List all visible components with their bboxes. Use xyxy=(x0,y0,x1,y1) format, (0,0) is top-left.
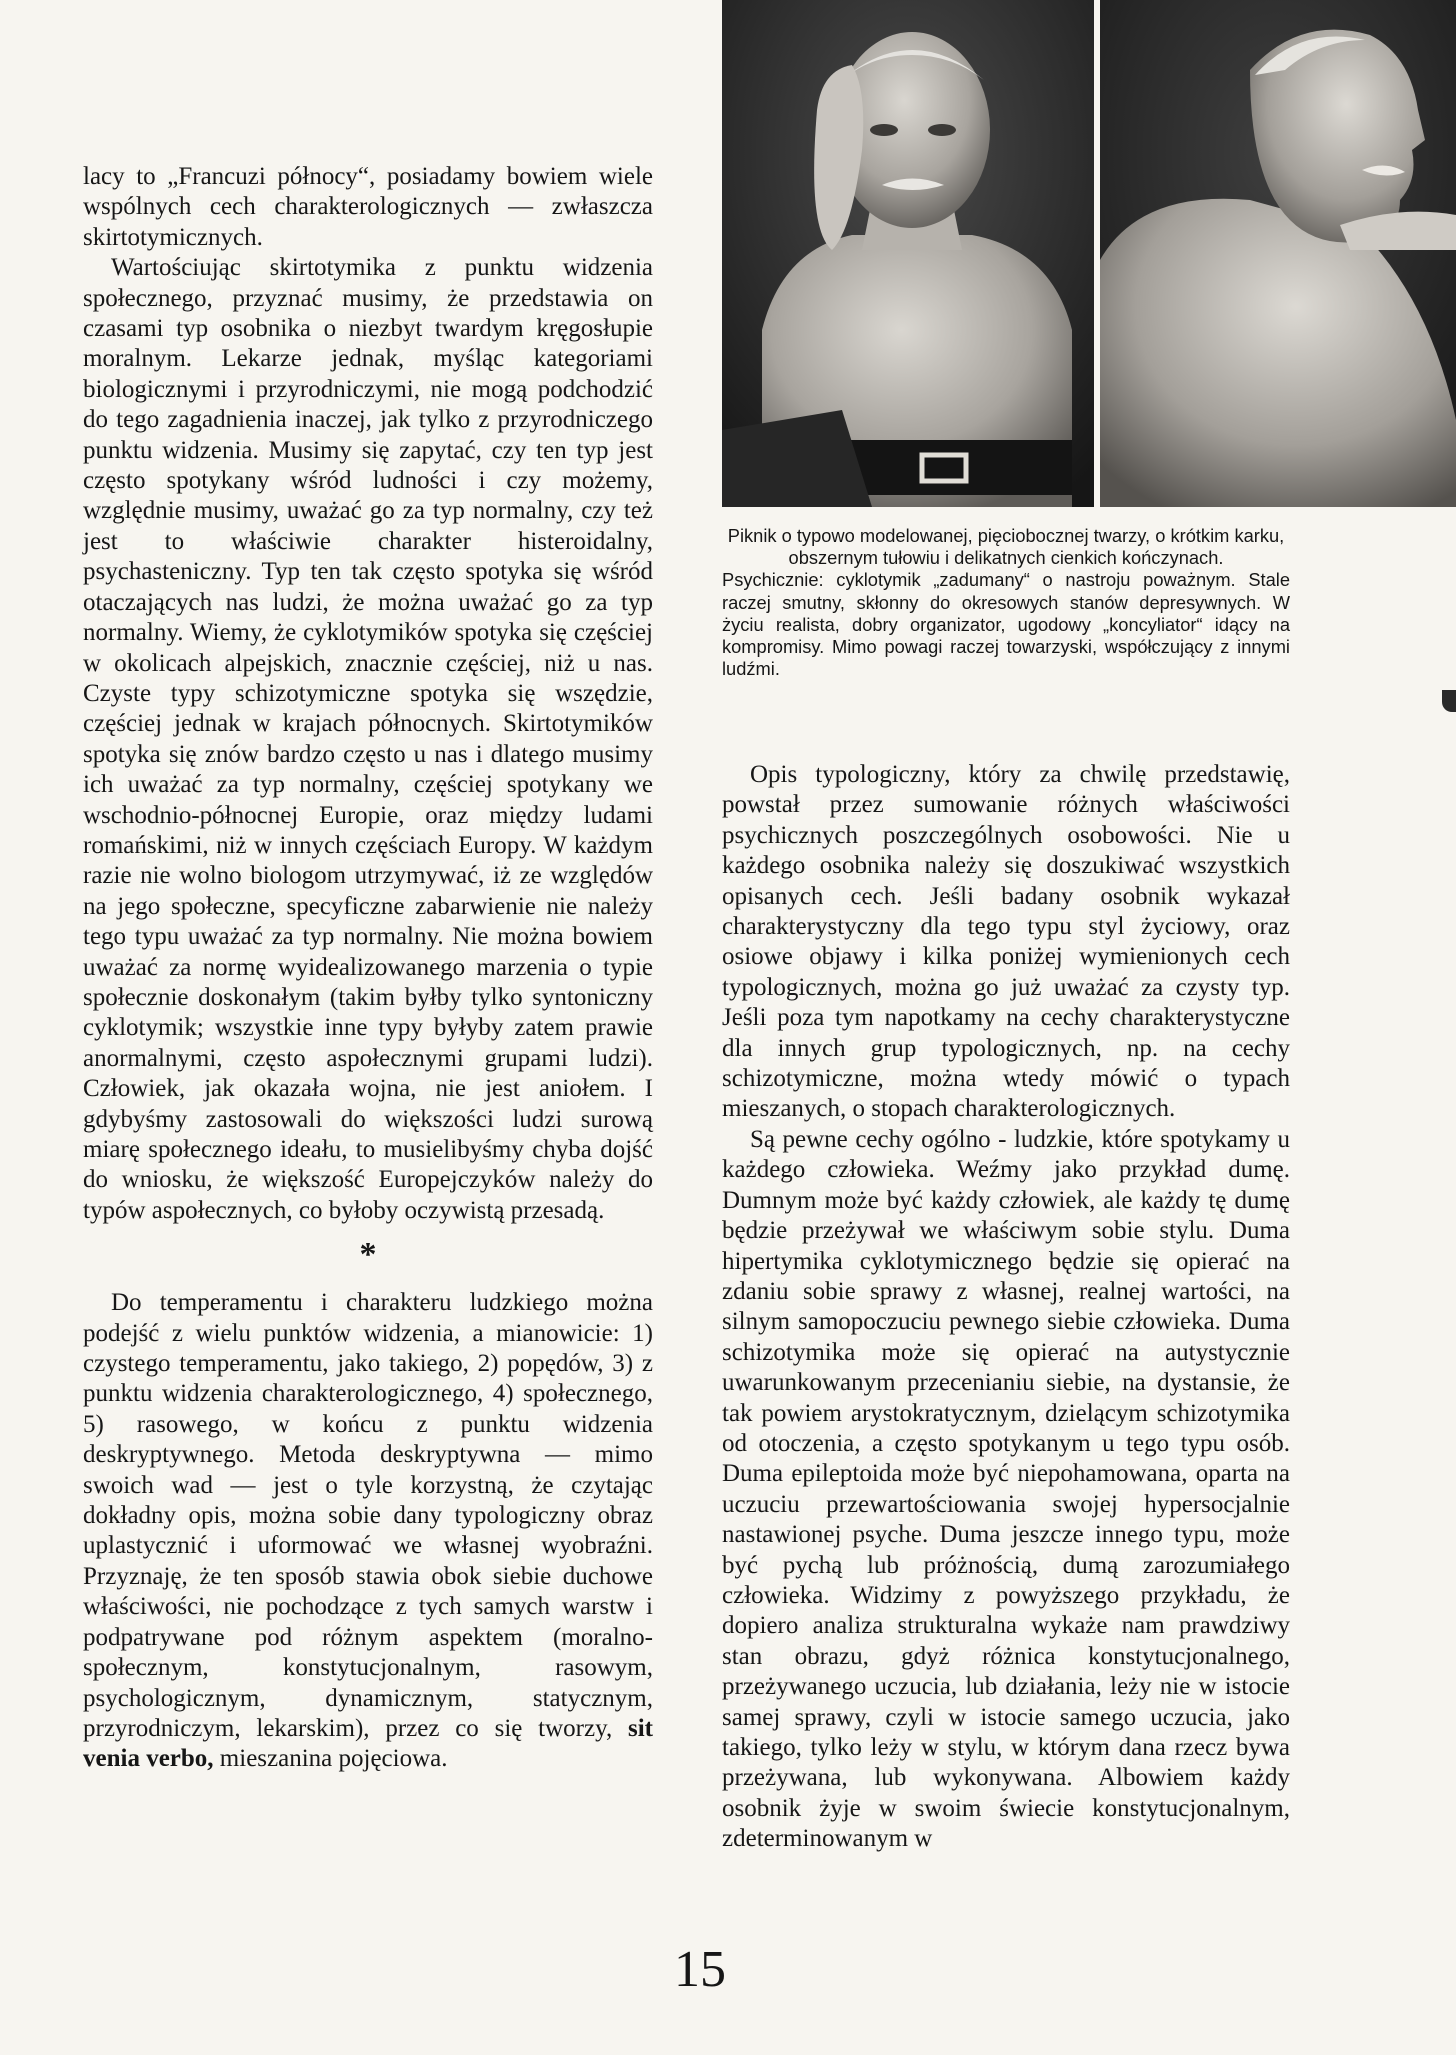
left-paragraph-3 xyxy=(83,1288,653,1775)
left-paragraph-3-end: mieszanina pojęciowa. xyxy=(213,1745,448,1773)
portrait-frontal-photo xyxy=(722,0,1094,507)
portrait-profile-photo xyxy=(1100,0,1456,507)
right-paragraph-2: Są pewne cechy ogólno - ludzkie, które spotykamy u każdego człowieka. Weźmy jako przykład dumę. Dumnym może być każdy człowiek, ale każdy tę dumę będzie przeżywał we właściwym sobie stylu. Duma hipertymika cyklotymicznego będzie się opierać na zdaniu sobie sprawy z własnej, realnej wartości, na silnym samopoczuciu pewnego siebie człowieka. Duma schizotymika może się opierać na autystycznie uwarunkowanym przecenianiu siebie, na dystansie, że tak powiem arystokratycznym, dzielącym schizotymika od otoczenia, a często spotykanym u tego typu osób. Duma epileptoida może być niepohamowana, oparta na uczuciu przewartościowania swojej hypersocjalnie nastawionej psyche. Duma jeszcze innego typu, może być pychą lub próżnością, dumą zarozumiałego człowieka. Widzimy z powyższego przykładu, że dopiero analiza strukturalna wykaże nam prawdziwy stan obrazu, gdyż różnica konstytucjonalnego, przeżywanego uczucia, lub działania, leży nie w istocie samej sprawy, czyli w istocie samego uczucia, jako takiego, tylko leży w stylu, w którym dana rzecz bywa przeżywana, lub wykonywana. Albowiem każdy osobnik żyje w swoim świecie konstytucjonalnym, zdeterminowanym w xyxy=(722,1125,1290,1853)
page-number: 15 xyxy=(674,1941,726,1998)
right-text-column xyxy=(722,760,1290,1855)
photo-pair xyxy=(722,0,1456,507)
caption-physical: Piknik o typowo modelowanej, pięciobocznej twarzy, o krótkim karku, obszernym tułowiu i delikatnych cienkich kończynach. xyxy=(727,525,1285,569)
left-text-column xyxy=(83,162,653,1775)
edge-mark xyxy=(1442,690,1456,712)
left-paragraph-3-text: Do temperamentu i charakteru ludzkiego można podejść z wielu punktów widzenia, a mianowicie: 1) czystego temperamentu, jako takiego, 2) popędów, 3) z punktu widzenia charakterologicznego, 4) społecznego, 5) rasowego, w końcu z punktu widzenia deskryptywnego. Metoda deskryptywna — mimo swoich wad — jest o tyle korzystną, że czytając dokładny opis, można sobie dany typologiczny obraz uplastycznić i uformować we własnej wyobraźni. Przyznaję, że ten sposób stawia obok siebie duchowe właściwości, nie pochodzące z tych samych warstw i podpatrywane pod różnym aspektem (moralno-społecznym, konstytucjonalnym, rasowym, psychologicznym, dynamicznym, statycznym, przyrodniczym, lekarskim), przez co się tworzy, xyxy=(83,1289,653,1742)
left-paragraph-2: Wartościując skirtotymika z punktu widzenia społecznego, przyznać musimy, że przedstawia on czasami typ osobnika o niezbyt twardym kręgosłupie moralnym. Lekarze jednak, myśląc kategoriami biologicznymi i przyrodniczymi, nie mogą podchodzić do tego zagadnienia inaczej, jak tylko z przyrodniczego punktu widzenia. Musimy się zapytać, czy ten typ jest często spotykany wśród ludności i czy możemy, względnie musimy, uważać go za typ normalny, czy też jest to właściwie charakter histeroidalny, psychasteniczny. Typ ten tak często spotyka się wśród otaczających nas ludzi, że można uważać go za typ normalny. Wiemy, że cyklotymików spotyka się częściej w okolicach alpejskich, znacznie częściej, niż u nas. Czyste typy schizotymiczne spotyka się wszędzie, częściej jednak w krajach północnych. Skirtotymików spotyka się znów bardzo często u nas i dlatego musimy ich uważać za typ normalny, częściej spotykany we wschodnio-północnej Europie, oraz między ludami romańskimi, niż w innych częściach Europy. W każdym razie nie wolno biologom utrzymywać, iż ze względów na jego społeczne, specyficzne zabarwienie nie należy tego typu uważać za typ normalny. Nie można bowiem uważać za normę wyidealizowanego marzenia o typie społecznie doskonałym (takim byłby tylko syntoniczny cyklotymik; wszystkie inne typy byłyby zatem prawie anormalnymi, często aspołecznymi grupami ludzi). Człowiek, jak okazała wojna, nie jest aniołem. I gdybyśmy zastosowali do większości ludzi surową miarę społecznego ideału, to musielibyśmy chyba dojść do wniosku, że większość Europejczyków należy do typów aspołecznych, co byłoby oczywistą przesadą. xyxy=(83,254,653,1224)
photo-caption xyxy=(722,525,1290,680)
section-separator: * xyxy=(359,1236,377,1274)
portrait-frontal-image xyxy=(722,0,1094,507)
latin-phrase: sit venia verbo, xyxy=(83,1714,653,1773)
right-paragraph-1: Opis typologiczny, który za chwilę przedstawię, powstał przez sumowanie różnych właściwości psychicznych poszczególnych osobowości. Nie u każdego osobnika należy się doszukiwać wszystkich opisanych cech. Jeśli badany osobnik wykazał charakterystyczny dla tego typu styl życiowy, oraz osiowe objawy i kilka poniżej wymienionych cech typologicznych, można go już uważać za czysty typ. Jeśli poza tym napotkamy na cechy charakterystyczne dla innych grup typologicznych, np. na cechy schizotymiczne, można wtedy mówić o typach mieszanych, o stopach charakterologicznych. xyxy=(722,761,1290,1123)
caption-psychical: Psychicznie: cyklotymik „zadumany“ o nastroju poważnym. Stale raczej smutny, skłonny do okresowych stanów depresywnych. W życiu realista, dobry organizator, ugodowy „koncyliator“ idący na kompromisy. Mimo powagi raczej towarzyski, współczujący z innymi ludźmi. xyxy=(722,569,1290,680)
portrait-profile-image xyxy=(1100,0,1456,507)
left-paragraph-1: lacy to „Francuzi północy“, posiadamy bowiem wiele wspólnych cech charakterologicznych — zwłaszcza skirtotymicznych. xyxy=(83,163,653,251)
